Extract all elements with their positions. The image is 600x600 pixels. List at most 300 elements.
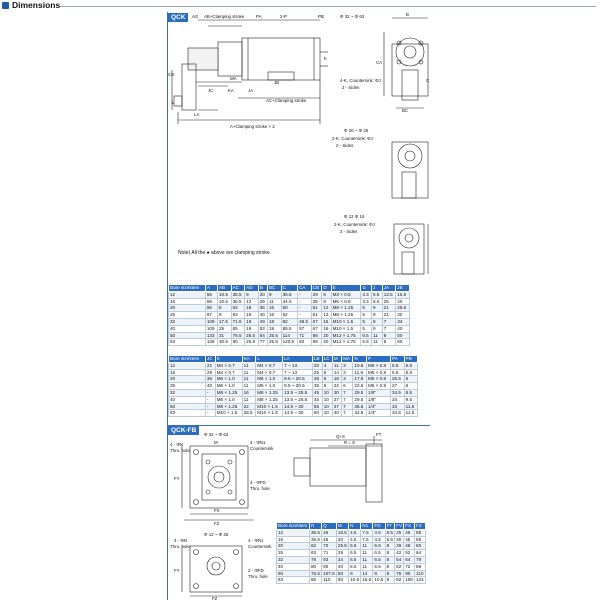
table-cell: 12 (169, 291, 206, 298)
label-l: L (172, 100, 175, 105)
table-cell: 9 (372, 305, 383, 312)
page-title: Dimensions (12, 0, 61, 10)
table-cell: 17.8 (353, 376, 367, 383)
table-cell: 11 (372, 332, 383, 339)
table-cell: 80 (309, 563, 321, 570)
note-text: Note) All the ● above are clamping stroke. (178, 250, 272, 256)
table-cell: 40 (336, 563, 348, 570)
table-cell: 76.5 (231, 332, 245, 339)
table-cell: 20 (336, 536, 348, 543)
table-cell: 52 (404, 550, 415, 557)
table-header-cell: AC (231, 285, 245, 292)
table-row (277, 550, 426, 557)
table-cell: 64 (258, 332, 267, 339)
table-cell: M12 × 1.75 (331, 339, 361, 346)
table-cell: 76.5 (310, 570, 320, 576)
table-cell: 120.5 (281, 339, 298, 346)
table-cell: 42 (395, 550, 404, 557)
table-cell: 31 (217, 332, 231, 339)
table-cell: 14 (361, 570, 373, 577)
table-cell: 62 (309, 543, 321, 550)
table-cell: 8 (382, 339, 396, 346)
table-cell: 25 (169, 383, 206, 390)
table-cell: 12 (169, 362, 206, 369)
table-header-cell: Bore size\Item (169, 285, 206, 292)
label-two-sides: 2 - Sides (342, 85, 360, 90)
table-cell: M8 × 1.25 (331, 305, 361, 312)
table-cell: 45 (404, 529, 415, 536)
rod-cover (218, 42, 242, 76)
table-cell: 11.8 (353, 369, 367, 376)
table-cell: 34.5 (391, 389, 405, 396)
table-cell: 1/8" (367, 389, 391, 396)
table-cell: 16.5 (362, 577, 372, 583)
table-cell: 49 (258, 318, 267, 325)
table-cell: 13 (245, 298, 259, 305)
table-cell: 16 (267, 305, 281, 312)
table-cell: 6 (404, 376, 417, 383)
table-cell: 6 (404, 383, 417, 390)
table-cell: M4 × 0.7 (256, 362, 283, 369)
table-cell: 107.5 (323, 570, 335, 576)
label-pa: PA (256, 14, 262, 19)
label-b: B (406, 12, 409, 17)
table-cell: 60 (396, 339, 410, 346)
table-cell: 50 (396, 332, 410, 339)
table-cell: 25.5 (391, 376, 405, 383)
table-cell: 8 (382, 332, 396, 339)
table-cell: 10 (322, 410, 332, 417)
table-cell: 29.5 (353, 396, 367, 403)
table-cell: 45 (312, 396, 322, 403)
table-cell: 109 (205, 325, 217, 332)
table-cell: 5 (361, 312, 372, 319)
table-cell: 1/4" (367, 410, 391, 417)
section-bullet-icon (2, 2, 9, 9)
label-thru-hole2: Thru. hole (250, 486, 270, 491)
table-cell: 6 (342, 383, 353, 390)
table-header-cell: N (349, 523, 361, 530)
table-cell: 21 (382, 305, 396, 312)
label-thru-hole: Thru. hole (170, 448, 190, 453)
table-header-cell: Bore size\Item (169, 356, 206, 363)
table-cell: 11 (267, 298, 281, 305)
table-header-cell: C (281, 285, 298, 292)
table-header-cell: KA (242, 356, 256, 363)
label-phi2025: Φ 20 ~ Φ 25 (344, 128, 369, 133)
table-header-cell: FX (404, 523, 415, 530)
table-row (277, 563, 426, 570)
table-cell: M6 × 1.0 (256, 376, 283, 383)
table-cell: 93 (322, 556, 337, 563)
table-cell: 32 (169, 318, 206, 325)
table-cell: 90 (322, 563, 337, 570)
table-row (169, 325, 410, 332)
table-cell: M10 × 1.5 (331, 318, 361, 325)
table-header-cell: JB (396, 285, 410, 292)
table-cell: M8 × 1.25 (256, 389, 283, 396)
table-header-cell: FV (396, 523, 403, 528)
label-fx: FX (214, 508, 220, 513)
table-cell: 71 (298, 332, 312, 339)
table-cell: 34 (336, 556, 348, 563)
table-cell: 64 (404, 556, 415, 563)
table-cell: 9 (385, 570, 395, 577)
table-cell: 8 (385, 556, 395, 563)
table-cell: 45 (404, 536, 415, 543)
table-cell: 87 (205, 312, 217, 319)
table-cell: 13.5 (382, 291, 396, 298)
table-cell: 11 (242, 376, 256, 383)
table-cell: 35 (312, 376, 322, 383)
table-cell: 136 (205, 339, 217, 346)
table-header-cell: J (372, 285, 383, 292)
table-cell: 90 (404, 570, 415, 577)
end-view-small (394, 224, 424, 274)
table-cell: 9 (267, 291, 281, 298)
table-cell: - (205, 396, 215, 403)
table-cell: 67 (311, 325, 322, 332)
table-cell: 54 (395, 556, 404, 563)
spec-table-3 (276, 522, 426, 584)
label-two-sides2: 2 - Sides (336, 143, 354, 148)
table-row (277, 577, 426, 584)
label-fb-n2: 4 - ΦN (174, 538, 188, 543)
table-cell: 32 (277, 556, 310, 563)
label-ma: MA (230, 76, 237, 81)
table-cell: 14.5 ~ 30 (283, 403, 313, 410)
table-cell: 5.5 (386, 529, 393, 535)
table-cell: 72 (404, 563, 415, 570)
table-cell: 25 (382, 298, 396, 305)
cylinder-body (242, 38, 320, 80)
table-cell: 3 (342, 362, 353, 369)
table-row (277, 556, 426, 563)
spec-table-1 (168, 284, 410, 346)
table-cell: 5 (361, 325, 372, 332)
label-thru-hole4: Thru. hole (248, 574, 268, 579)
label-fy2: FY (174, 568, 180, 573)
table-row (169, 298, 410, 305)
table-cell: 71.5 (231, 318, 245, 325)
table-cell: 20 (258, 291, 267, 298)
table-cell: 8 (385, 550, 395, 557)
table-row (277, 529, 426, 536)
table-cell: 40 (332, 410, 341, 417)
table-cell: 51 (311, 305, 322, 312)
table-cell: 16 (169, 369, 206, 376)
table-cell: 21 (382, 312, 396, 319)
table-cell: 6.5 (373, 563, 385, 570)
table-row (277, 543, 426, 550)
table-cell: 88 (311, 339, 322, 346)
table-cell: 46 (322, 536, 337, 543)
table-cell: 15.5 (396, 291, 410, 298)
table-row (277, 536, 426, 543)
table-cell: 45 (312, 389, 322, 396)
table-cell: 32 (169, 389, 206, 396)
table-cell: 29 (311, 291, 322, 298)
table-cell: 48 (404, 543, 415, 550)
table-header-cell: FT (385, 523, 395, 530)
table-cell: 9.5 ~ 20.5 (283, 376, 313, 383)
label-fb-phi3263: Φ 32 ~ Φ 63 (204, 432, 229, 437)
flange-large (190, 446, 248, 508)
label-fy: FY (174, 476, 180, 481)
table-cell: 82 (281, 318, 298, 325)
label-ag: AG (192, 14, 199, 19)
table-cell: 5 (361, 318, 372, 325)
label-c: C (426, 78, 430, 83)
table-cell: 40 (205, 383, 215, 390)
table-cell: 36 (258, 305, 267, 312)
table-cell: 6 (322, 291, 331, 298)
table-cell: 19 (267, 325, 281, 332)
table-cell: 63 (309, 550, 321, 557)
table-cell: 11 (361, 563, 373, 570)
table-cell: 25 (395, 529, 404, 536)
table-cell: 20 (312, 362, 322, 369)
table-cell: M10 × 1.5 (215, 410, 242, 417)
clamp-lever (182, 64, 196, 110)
table-cell: 25.5 (245, 332, 259, 339)
label-2p: 2-P (280, 14, 287, 19)
table-cell: 6.5 (372, 291, 383, 298)
table-cell: 50 (169, 403, 206, 410)
table-cell: 40 (277, 563, 310, 570)
table-header-cell: N (353, 356, 367, 363)
table-cell: M4 × 0.7 (215, 362, 242, 369)
table-cell: M4 × 0.7 (215, 369, 242, 376)
table-cell: 64 (415, 550, 426, 557)
table-cell: 35.5 (231, 291, 245, 298)
table-cell: 92 (395, 577, 404, 584)
table-cell: - (298, 312, 312, 319)
table-cell: M5 × 0.8 (367, 369, 391, 376)
table-cell: 60 (281, 305, 298, 312)
label-la: LA (194, 112, 200, 117)
table-cell: 25 (312, 369, 322, 376)
table-cell: M5 × 0.8 (367, 376, 391, 383)
table-cell: M4 × 0.7 (256, 369, 283, 376)
table-cell: 22 (242, 403, 256, 410)
table-cell: 36 (205, 376, 215, 383)
spec-table-2 (168, 355, 418, 417)
table-cell: 53 (258, 325, 267, 332)
table-cell: 55 (205, 291, 217, 298)
table-cell: M8 × 1.25 (331, 312, 361, 319)
label-m: M (214, 440, 218, 445)
table-cell: 77 (258, 339, 267, 346)
table-header-cell: M (332, 356, 341, 363)
table-cell: 7 (342, 403, 353, 410)
table-cell: 30.5 (217, 339, 231, 346)
table-row (169, 332, 410, 339)
label-countersink-2k: 2-K, Countersink: ΦJ (332, 136, 373, 141)
table-cell: 30 (332, 389, 341, 396)
table-cell: M6 × 1.0 (215, 396, 242, 403)
table-cell: 10 (322, 389, 332, 396)
table-cell: M8 × 1.25 (256, 396, 283, 403)
table-cell: 13.5 ~ 25.5 (283, 389, 313, 396)
table-cell: 16 (322, 318, 331, 325)
table-cell: 36.5 (281, 291, 298, 298)
table-cell: 3 (342, 369, 353, 376)
table-cell: 19 (245, 325, 259, 332)
table-cell: 12 (277, 529, 310, 536)
table-row (169, 362, 418, 369)
table-header-cell: A (205, 285, 217, 292)
table-cell: 63 (277, 577, 310, 584)
table-cell: 11 (332, 362, 341, 369)
table-header-cell: MA (342, 356, 353, 363)
table-header-cell: JA (382, 285, 396, 292)
table-cell: 108 (405, 577, 413, 583)
table-cell: 62 (395, 563, 404, 570)
table-cell: 6.5 (373, 543, 385, 550)
label-fz2: FZ (212, 596, 218, 600)
table-cell: 55 (415, 536, 426, 543)
clamp-arm (188, 48, 218, 70)
label-phi1216: Φ 12 Φ 16 (344, 214, 365, 219)
table-cell: 11.5 (404, 403, 417, 410)
table-header-cell: D (322, 285, 331, 292)
table-cell: 85.5 (281, 325, 298, 332)
table-cell: 34.5 (391, 410, 405, 417)
table-cell: 7.5 (361, 536, 373, 543)
label-ab-clamp: AB+Clamping stroke (204, 14, 245, 19)
table-cell: M5 × 0.8 (367, 362, 391, 369)
table-cell: 16 (267, 312, 281, 319)
table-cell: 20 (322, 339, 331, 346)
table-cell: 51 (311, 312, 322, 319)
table-cell: 35.5 (231, 298, 245, 305)
table-cell: 28 (336, 550, 348, 557)
table-cell: 6.5 (361, 339, 372, 346)
table-cell: 20 (169, 376, 206, 383)
table-cell: 10.8 (353, 362, 367, 369)
table-cell: M6 × 1.0 (215, 383, 242, 390)
table-cell: 6.5 (372, 298, 383, 305)
label-fb-n: 4 - ΦN (170, 442, 184, 447)
table-cell: 60 (312, 410, 322, 417)
table-cell: 28.5 (242, 410, 256, 417)
table-cell: 6.5 (349, 543, 361, 550)
table-cell: 35 (312, 383, 322, 390)
table-cell: 9 (245, 291, 259, 298)
table-cell: M12 × 1.75 (331, 332, 361, 339)
table-cell: 133 (205, 332, 217, 339)
label-jc: JC (208, 88, 214, 93)
table-cell: 34 (391, 396, 405, 403)
table-cell: M3 × 0.5 (331, 291, 361, 298)
table-cell: 15.5 (337, 529, 347, 535)
table-cell: 12 (322, 312, 331, 319)
table-cell: 76 (395, 570, 404, 577)
table-cell: 63 (169, 410, 206, 417)
label-ca: CA (376, 60, 383, 65)
table-cell: 9.5 (404, 396, 417, 403)
table-cell: 28 (205, 369, 215, 376)
table-row (169, 403, 418, 410)
label-countersink: Countersink (250, 446, 274, 451)
table-cell: 12 (322, 305, 331, 312)
table-cell: 11 (242, 362, 256, 369)
table-cell: 4.5 (373, 529, 385, 536)
table-header-cell: G (361, 285, 372, 292)
table-cell: 79 (415, 556, 426, 563)
label-bc: BC (402, 108, 409, 113)
table-cell: 6.5 (373, 550, 385, 557)
table-cell: 20 (277, 543, 310, 550)
table-cell: 60 (336, 577, 348, 584)
table-cell: 11 (361, 543, 373, 550)
table-cell: 78 (309, 556, 321, 563)
table-cell: 11 (372, 339, 383, 346)
table-cell: 124 (416, 577, 424, 583)
table-header-cell: JC (205, 356, 215, 363)
table-cell: 6 (322, 376, 332, 383)
table-cell: 86 (415, 563, 426, 570)
table-cell: 9.5 ~ 20.5 (283, 383, 313, 390)
table-cell: 9 (373, 570, 385, 577)
table-cell: 16 (169, 298, 206, 305)
table-cell: 7 (342, 389, 353, 396)
table-header-cell: AD (245, 285, 259, 292)
table-cell: 50 (169, 332, 206, 339)
table-cell: 57 (298, 325, 312, 332)
table-cell: 46 (322, 529, 337, 536)
table-cell: 3.3 (361, 291, 372, 298)
table-row (169, 396, 418, 403)
table-header-cell: Q (322, 523, 337, 530)
table-cell: - (205, 389, 215, 396)
table-cell: 11 (242, 369, 256, 376)
table-cell: 35.5 (310, 536, 320, 542)
table-cell: 42.5 (353, 410, 367, 417)
table-row (169, 305, 410, 312)
table-cell: 1/4" (367, 403, 391, 410)
table-cell: 5 (361, 305, 372, 312)
table-cell: 8 (385, 563, 395, 570)
table-cell: M5 × 0.8 (331, 298, 361, 305)
table-cell: 22.5 (353, 383, 367, 390)
table-cell: 40 (169, 396, 206, 403)
table-cell: 18 (267, 318, 281, 325)
table-cell: 8.5 (404, 389, 417, 396)
table-cell: 35 (311, 298, 322, 305)
table-cell: 20 (396, 298, 410, 305)
table-cell: 5.5 (386, 536, 393, 542)
table-cell: 16 (242, 389, 256, 396)
table-cell: 44.5 (281, 298, 298, 305)
table-cell: 35.5 (353, 403, 367, 410)
table-header-cell: B (258, 285, 267, 292)
table-header-cell: CB (311, 285, 322, 292)
table-cell: - (298, 305, 312, 312)
label-countersink-2k2: 2-K, Countersink: ΦJ (334, 222, 375, 227)
label-ka: KA (228, 88, 234, 93)
table-header-cell: AB (217, 285, 231, 292)
side-view (310, 448, 366, 486)
table-cell: 17.5 (217, 318, 231, 325)
table-header-cell: CA (298, 285, 312, 292)
table-cell: 25.5 (267, 339, 281, 346)
qckfb-section-tab: QCK-FB (168, 426, 199, 435)
table-cell: 30 (396, 312, 410, 319)
table-cell: 63 (231, 312, 245, 319)
table-cell: 7 (382, 325, 396, 332)
